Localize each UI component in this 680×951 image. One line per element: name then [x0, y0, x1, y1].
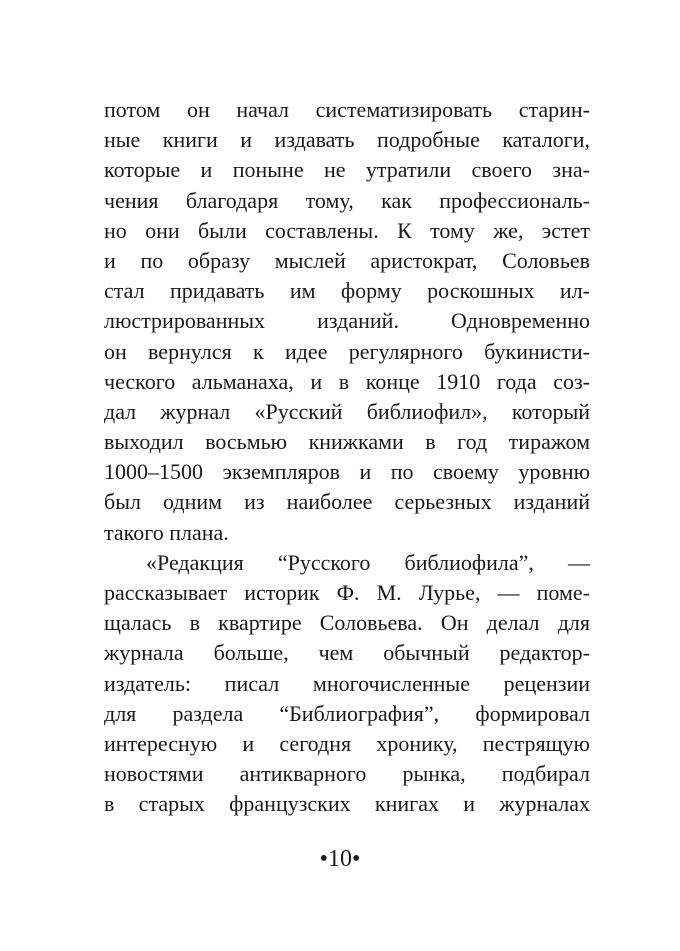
text-line: люстрированных изданий. Одновременно [104, 308, 590, 334]
text-line: и по образу мыслей аристократ, Соловьев [104, 247, 590, 273]
text-line: стал придавать им форму роскошных ил- [104, 278, 590, 304]
text-line: выходил восьмью книжками в год тиражом [104, 429, 590, 455]
text-line: в старых французских книгах и журналах [104, 791, 590, 817]
page-number: •10• [319, 846, 361, 872]
text-line: интересную и сегодня хронику, пестрящую [104, 730, 590, 756]
text-line: щалась в квартире Соловьева. Он делал для [104, 610, 590, 636]
text-line: он вернулся к идее регулярного букинисти- [104, 338, 590, 364]
paragraph-1 [104, 95, 590, 548]
text-line: журнала больше, чем обычный редактор- [104, 640, 590, 666]
text-line: 1000–1500 экземпляров и по своему уровню [104, 459, 590, 485]
text-line: издатель: писал многочисленные рецензии [104, 670, 590, 696]
text-line: чения благодаря тому, как профессиональ- [104, 187, 590, 213]
text-line: потом он начал систематизировать старин- [104, 97, 590, 122]
text-line: которые и поныне не утратили своего зна- [104, 157, 590, 183]
text-line: ные книги и издавать подробные каталоги, [104, 127, 590, 153]
text-line: ческого альманаха, и в конце 1910 года соз- [104, 368, 590, 394]
text-line: «Редакция “Русского библиофила”, — [146, 549, 590, 575]
text-line: новостями антикварного рынка, подбирал [104, 761, 590, 787]
paragraph-2 [104, 548, 590, 820]
text-line: но они были составлены. К тому же, эстет [104, 217, 590, 243]
text-line: был одним из наиболее серьезных изданий [104, 489, 590, 515]
text-line: такого плана. [104, 519, 229, 545]
text-line: для раздела “Библиография”, формировал [104, 700, 590, 726]
text-line: дал журнал «Русский библиофил», который [104, 398, 590, 424]
text-line: рассказывает историк Ф. М. Лурье, — поме- [104, 580, 590, 605]
body-text [104, 95, 590, 820]
